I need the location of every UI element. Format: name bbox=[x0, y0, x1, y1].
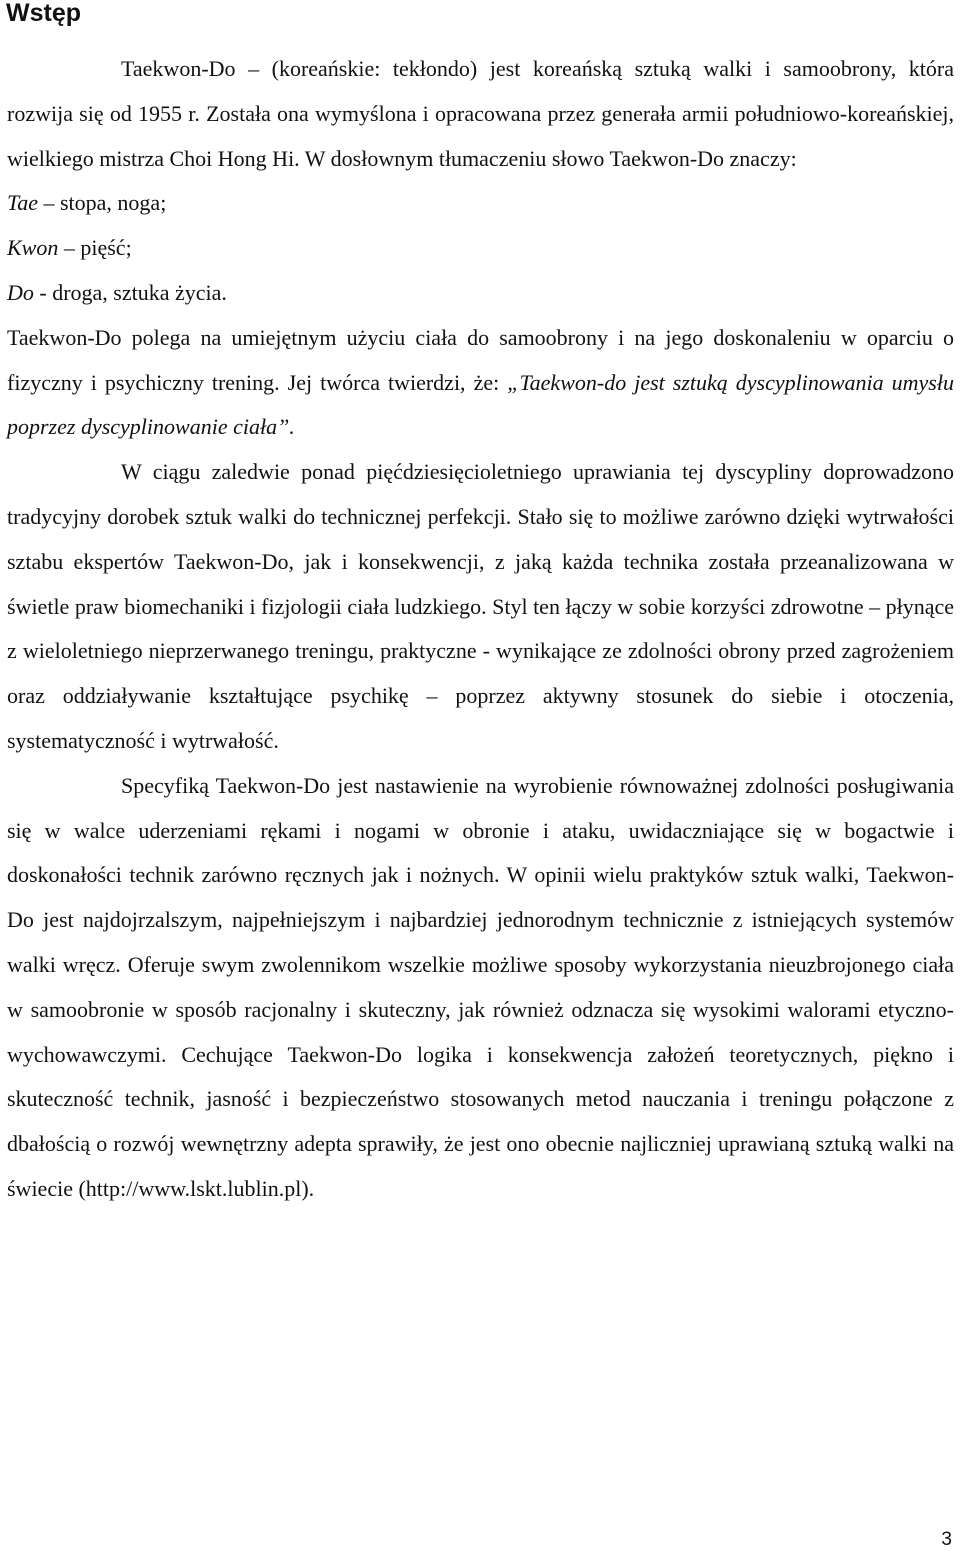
section-heading: Wstęp bbox=[6, 0, 81, 27]
term-separator: – bbox=[58, 235, 81, 261]
page-number: 3 bbox=[941, 1529, 952, 1550]
term-meaning: pięść; bbox=[80, 235, 132, 261]
intro-paragraph: Taekwon-Do – (koreańskie: tekłondo) jest koreańską sztuką walki i samoobrony, która rozwija się od 1955 r. Została ona wymyślona i opracowana przez generała armii południowo-koreańskiej, wielkiego mistrza Choi Hong Hi. W dosłownym tłumaczeniu słowo Taekwon-Do znaczy: bbox=[7, 56, 954, 171]
term-meaning: stopa, noga; bbox=[59, 190, 167, 216]
term-separator: – bbox=[37, 190, 60, 216]
term-separator: - bbox=[33, 279, 53, 305]
document-body bbox=[7, 47, 954, 1212]
term-word: Kwon bbox=[7, 235, 59, 261]
term-meaning: droga, sztuka życia. bbox=[52, 279, 227, 305]
term-word: Do bbox=[7, 279, 34, 305]
founder-quote: „Taekwon-do jest sztuką dyscyplinowania umysłu poprzez dyscyplinowanie ciała”. bbox=[7, 369, 954, 440]
term-line-do bbox=[7, 271, 954, 316]
definition-paragraph bbox=[7, 316, 954, 450]
history-paragraph: W ciągu zaledwie ponad pięćdziesięcioletniego uprawiania tej dyscypliny doprowadzono tradycyjny dorobek sztuk walki do technicznej perfekcji. Stało się to możliwe zarówno dzięki wytrwałości sztabu ekspertów Taekwon-Do, jak i konsekwencji, z jaką każda technika została przeanalizowana w świetle praw biomechaniki i fizjologii ciała ludzkiego. Styl ten łączy w sobie korzyści zdrowotne – płynące z wieloletniego nieprzerwanego treningu, praktyczne - wynikające ze zdolności obrony przed zagrożeniem oraz oddziaływanie kształtujące psychikę – poprzez aktywny stosunek do siebie i otoczenia, systematyczność i wytrwałość. bbox=[7, 459, 954, 753]
term-line-tae bbox=[7, 181, 954, 226]
term-line-kwon bbox=[7, 226, 954, 271]
specificity-paragraph: Specyfiką Taekwon-Do jest nastawienie na wyrobienie równoważnej zdolności posługiwania się w walce uderzeniami rękami i nogami w obronie i ataku, uwidaczniające się w bogactwie i doskonałości technik zarówno ręcznych jak i nożnych. W opinii wielu praktyków sztuk walki, Taekwon-Do jest najdojrzalszym, najpełniejszym i najbardziej jednorodnym technicznie z istniejących systemów walki wręcz. Oferuje swym zwolennikom wszelkie możliwe sposoby wykorzystania nieuzbrojonego ciała w samoobronie w sposób racjonalny i skuteczny, jak również odznacza się wysokimi walorami etyczno-wychowawczymi. Cechujące Taekwon-Do logika i konsekwencja założeń teoretycznych, piękno i skuteczność technik, jasność i bezpieczeństwo stosowanych metod nauczania i treningu połączone z dbałością o rozwój wewnętrzny adepta sprawiły, że jest ono obecnie najliczniej uprawianą sztuką walki na świecie (http://www.lskt.lublin.pl). bbox=[7, 772, 954, 1201]
definition-text: Taekwon-Do polega na umiejętnym użyciu ciała do samoobrony i na jego doskonaleniu w oparciu o fizyczny i psychiczny trening. Jej twórca twierdzi, że: bbox=[7, 324, 954, 395]
term-word: Tae bbox=[7, 190, 38, 216]
